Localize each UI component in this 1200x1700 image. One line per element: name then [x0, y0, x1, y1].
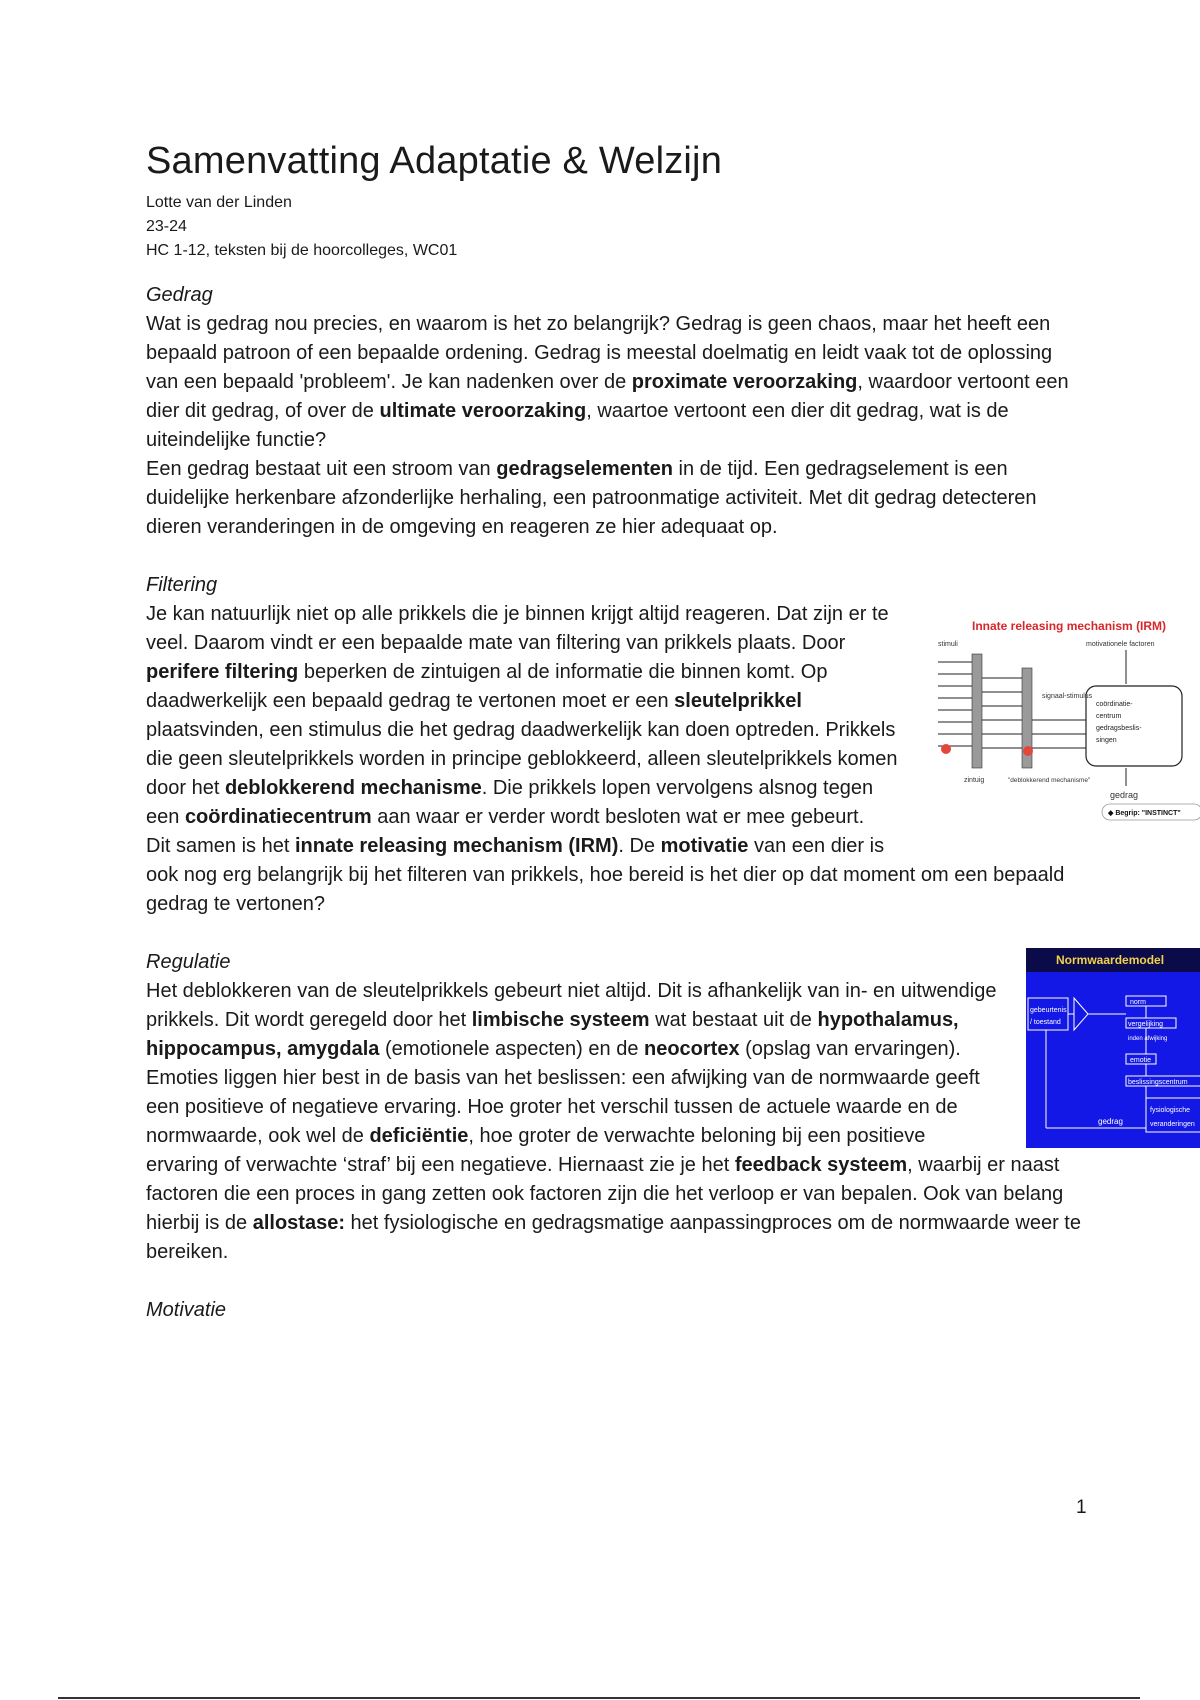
document-meta: [146, 191, 1086, 263]
section-title: Motivatie: [146, 1299, 227, 1321]
nwm-box-label: norm: [1130, 999, 1146, 1006]
nwm-physio-line: veranderingen: [1150, 1121, 1195, 1128]
paragraph: Een gedrag bestaat uit een stroom van gedragselementen in de tijd. Een gedragselement is een duidelijke herkenbare afzonderlijke herhaling, een patroonmatige activiteit. Met dit gedrag detecteren dieren veranderingen in de omgeving en reageren ze hier adequaat op.: [146, 458, 1037, 538]
author: Lotte van der Linden: [146, 194, 292, 211]
irm-signal-label: signaal-stimulus: [1042, 693, 1093, 700]
document-title: Samenvatting Adaptatie & Welzijn: [146, 140, 723, 182]
nwm-state-line: gebeurtenis: [1030, 1007, 1067, 1014]
nwm-title: Normwaardemodel: [1056, 953, 1165, 967]
scope: HC 1-12, teksten bij de hoorcolleges, WC01: [146, 242, 458, 259]
section-title: Filtering: [146, 574, 218, 596]
nwm-box-label: inden afwijking: [1128, 1036, 1168, 1042]
irm-stimuli-label: stimuli: [938, 641, 958, 648]
page-bottom-rule: [58, 1697, 1140, 1699]
nwm-box-label: emotie: [1130, 1057, 1152, 1064]
irm-motivation-label: motivationele factoren: [1086, 641, 1155, 648]
nwm-box-label: beslissingscentrum: [1128, 1079, 1188, 1086]
nwm-state-line: / toestand: [1030, 1019, 1061, 1026]
page-number: 1: [1076, 1497, 1087, 1518]
irm-zintuig-label: zintuig: [964, 777, 985, 784]
section-title: Regulatie: [146, 951, 231, 973]
irm-deblok-label: "deblokkerend mechanisme": [1008, 777, 1091, 784]
document-page: [146, 140, 1195, 1325]
nwm-physio-line: fysiologische: [1150, 1107, 1191, 1114]
normwaarde-diagram: [1026, 948, 1200, 1148]
paragraph: Je kan natuurlijk niet op alle prikkels die je binnen krijgt altijd reageren. Dat zijn er te veel. Daarom vindt er een bepaalde mate van filtering van prikkels plaats. Door perifere filtering beperken de zintuigen al de informatie die binnen komt. Op daadwerkelijk een bepaald gedrag te vertonen moet er een sleutelprikkel plaatsvinden, een stimulus die het gedrag daadwerkelijk kan doen optreden. Prikkels die geen sleutelprikkels worden in principe geblokkeerd, alleen sleutelprikkels komen door het deblokkerend mechanisme. Die prikkels lopen vervolgens alsnog tegen een coördinatiecentrum aan waar er verder wordt besloten wat er mee gebeurt.: [146, 603, 898, 828]
nwm-behavior-label: gedrag: [1098, 1117, 1123, 1126]
irm-title: Innate releasing mechanism (IRM): [972, 619, 1167, 633]
section-filtering: [146, 571, 1181, 919]
nwm-box-label: vergelijking: [1128, 1021, 1164, 1028]
section-motivatie: [146, 1296, 1086, 1325]
irm-center-line: centrum: [1096, 713, 1122, 720]
section-title: Gedrag: [146, 284, 213, 306]
irm-diagram: [936, 616, 1200, 834]
irm-concept-label: ◆ Begrip: "INSTINCT": [1108, 810, 1181, 817]
irm-center-line: gedragsbeslis-: [1096, 725, 1142, 732]
irm-center-line: singen: [1096, 737, 1117, 744]
section-gedrag: [146, 281, 1086, 542]
irm-center-line: coördinatie-: [1096, 701, 1133, 708]
section-regulatie: [146, 948, 1195, 1267]
paragraph: Het deblokkeren van de sleutelprikkels gebeurt niet altijd. Dit is afhankelijk van in- en uitwendige prikkels. Dit wordt geregeld door het limbische systeem wat bestaat uit de hypothalamus, hippocampus, amygdala (emotionele aspecten) en de neocortex (opslag van ervaringen). Emoties liggen hier best in de basis van het beslissen: een afwijking van de normwaarde geeft een positieve of negatieve ervaring. Hoe groter het verschil tussen de actuele waarde en de normwaarde, ook wel de deficiëntie, hoe groter de verwachte beloning bij een positieve ervaring of verwachte ‘straf’ bij een negatieve. Hiernaast zie je het feedback systeem, waarbij er naast factoren die een proces in gang zetten ook factoren zijn die het verloop er van bepalen. Ook van belang hierbij is de allostase: het fysiologische en gedragsmatige aanpassingproces om de normwaarde weer te bereiken.: [146, 980, 1081, 1263]
paragraph: Dit samen is het innate releasing mechanism (IRM). De motivatie van een dier is ook nog erg belangrijk bij het filteren van prikkels, hoe bereid is het dier op dat moment om een bepaald gedrag te vertonen?: [146, 835, 1065, 915]
paragraph: Wat is gedrag nou precies, en waarom is het zo belangrijk? Gedrag is geen chaos, maar het heeft een bepaald patroon of een bepaalde ordening. Gedrag is meestal doelmatig en leidt vaak tot de oplossing van een bepaald 'probleem'. Je kan nadenken over de proximate veroorzaking, waardoor vertoont een dier dit gedrag, of over de ultimate veroorzaking, waartoe vertoont een dier dit gedrag, wat is de uiteindelijke functie?: [146, 313, 1069, 451]
academic-year: 23-24: [146, 218, 187, 235]
irm-behavior-label: gedrag: [1110, 790, 1139, 800]
